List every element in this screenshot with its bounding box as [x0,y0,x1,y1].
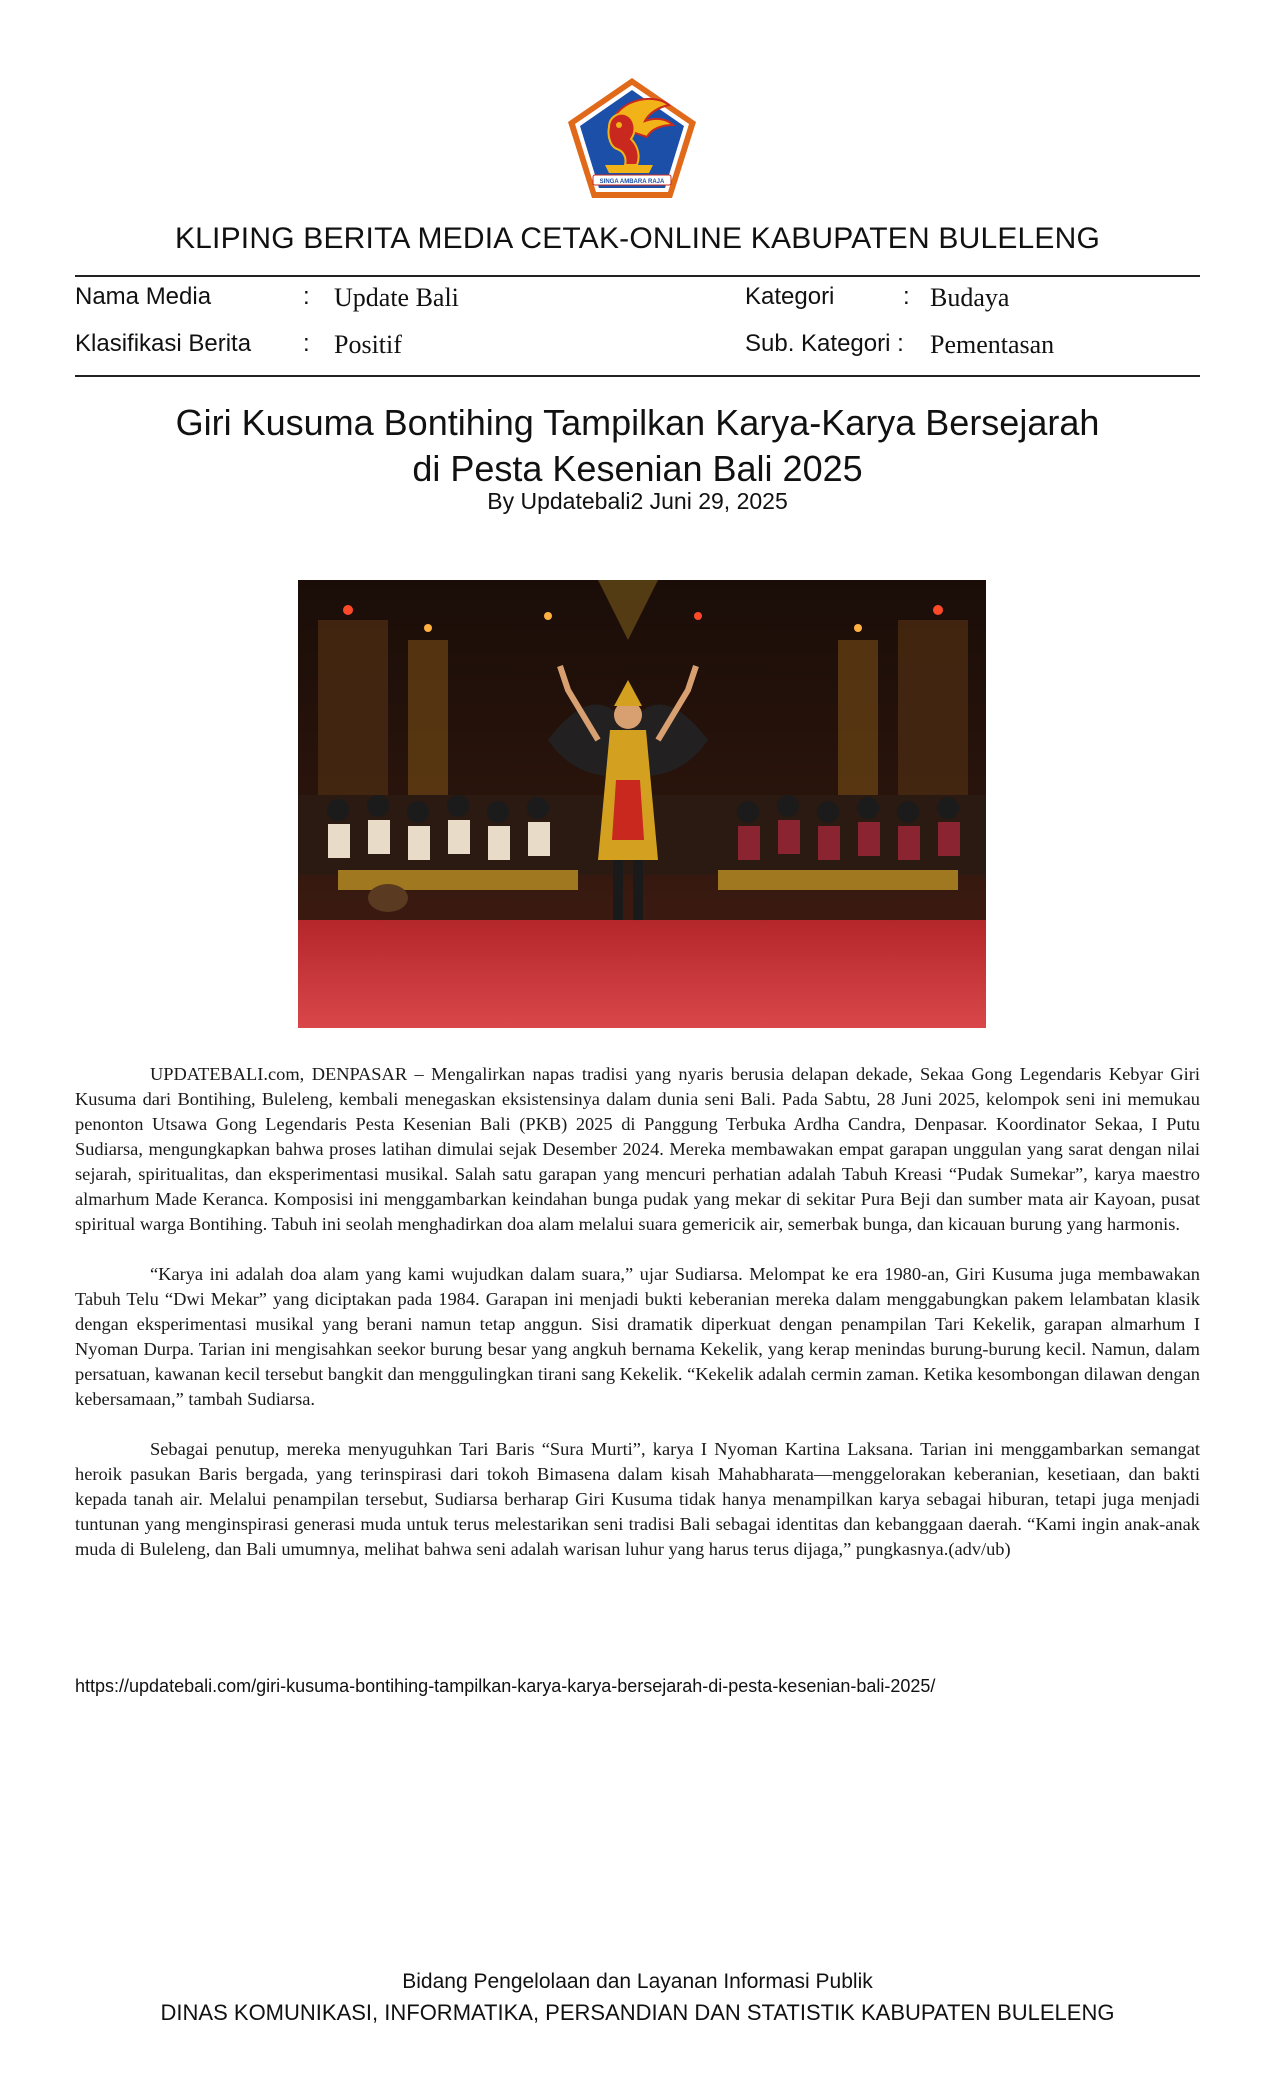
kliping-header-title: KLIPING BERITA MEDIA CETAK-ONLINE KABUPATEN BULELENG [174,222,1101,255]
article-headline [0,400,1275,492]
kategori-label: Kategori [745,283,835,310]
nama-media-value: Update Bali [334,283,459,312]
header-top-rule [75,275,1200,277]
klasifikasi-value: Positif [334,330,402,359]
klasifikasi-label: Klasifikasi Berita [75,330,252,357]
article-headline-line1: Giri Kusuma Bontihing Tampilkan Karya-Karya Bersejarah [175,402,1100,443]
sub-kategori-label: Sub. Kategori : [745,330,904,357]
nama-media-label: Nama Media [75,283,212,310]
kategori-value: Budaya [930,283,1010,312]
header-bottom-rule [75,375,1200,377]
article-headline-line2: di Pesta Kesenian Bali 2025 [412,448,863,489]
logo-motto: SINGA AMBARA RAJA [599,179,665,185]
article-paragraph: “Karya ini adalah doa alam yang kami wujudkan dalam suara,” ujar Sudiarsa. Melompat ke era 1980-an, Giri Kusuma juga membawakan Tabuh Telu “Dwi Mekar” yang diciptakan pada 1984. Garapan ini menjadi bukti keberanian mereka dalam menggabungkan pakem lelambatan klasik dengan eksperimentasi musikal yang berani namun tetap anggun. Sisi dramatik diperkuat dengan penampilan Tari Kekelik, garapan almarhum I Nyoman Durpa. Tarian ini mengisahkan seekor burung besar yang angkuh bernama Kekelik, yang kerap menindas burung-burung kecil. Namun, dalam persatuan, kawanan kecil tersebut bangkit dan menggulingkan tirani sang Kekelik. “Kekelik adalah cermin zaman. Ketika kesombongan dilawan dengan kebersamaan,” tambah Sudiarsa. [75,1264,1200,1409]
klasifikasi-colon: : [303,330,310,357]
regency-emblem-logo [565,75,699,201]
kategori-colon: : [903,283,910,310]
footer-division: Bidang Pengelolaan dan Layanan Informasi Publik [402,1970,873,1993]
article-paragraph: UPDATEBALI.com, DENPASAR – Mengalirkan napas tradisi yang nyaris berusia delapan dekade, Sekaa Gong Legendaris Kebyar Giri Kusuma dari Bontihing, Buleleng, kembali menegaskan eksistensinya dalam dunia seni Bali. Pada Sabtu, 28 Juni 2025, kelompok seni ini memukau penonton Utsawa Gong Legendaris Pesta Kesenian Bali (PKB) 2025 di Panggung Terbuka Ardha Candra, Denpasar. Koordinator Sekaa, I Putu Sudiarsa, mengungkapkan bahwa proses latihan dimulai sejak Desember 2024. Mereka membawakan empat garapan unggulan yang sarat dengan nilai sejarah, spiritualitas, dan eksperimentasi musikal. Salah satu garapan yang mencuri perhatian adalah Tabuh Kreasi “Pudak Sumekar”, karya maestro almarhum Made Keranca. Komposisi ini menggambarkan keindahan bunga pudak yang mekar di sekitar Pura Beji dan sumber mata air Kayoan, pusat spiritual warga Bontihing. Tabuh ini seolah menghadirkan doa alam melalui suara gemericik air, semerbak bunga, dan kicauan burung yang harmonis. [75,1064,1200,1234]
article-paragraph: Sebagai penutup, mereka menyuguhkan Tari Baris “Sura Murti”, karya I Nyoman Kartina Laksana. Tarian ini menggambarkan semangat heroik pasukan Baris bergada, yang terinspirasi dari tokoh Bimasena dalam kisah Mahabharata—menggelorakan keberanian, kesetiaan, dan bakti kepada tanah air. Melalui penampilan tersebut, Sudiarsa berharap Giri Kusuma tidak hanya menampilkan karya sebagai hiburan, tetapi juga menjadi tuntunan yang menginspirasi generasi muda untuk terus melestarikan seni tradisi Bali sebagai identitas dan kebanggaan daerah. “Kami ingin anak-anak muda di Buleleng, dan Bali umumnya, melihat bahwa seni adalah warisan luhur yang harus terus dijaga,” pungkasnya.(adv/ub) [75,1439,1200,1559]
performance-photo [298,580,986,1028]
source-url: https://updatebali.com/giri-kusuma-bontihing-tampilkan-karya-karya-bersejarah-di-pesta-kesenian-bali-2025/ [75,1676,936,1696]
nama-media-colon: : [303,283,310,310]
footer-agency: DINAS KOMUNIKASI, INFORMATIKA, PERSANDIAN DAN STATISTIK KABUPATEN BULELENG [160,2000,1115,2025]
sub-kategori-value: Pementasan [930,330,1055,359]
article-body [75,1062,1200,1587]
article-byline: By Updatebali2 Juni 29, 2025 [487,488,788,514]
